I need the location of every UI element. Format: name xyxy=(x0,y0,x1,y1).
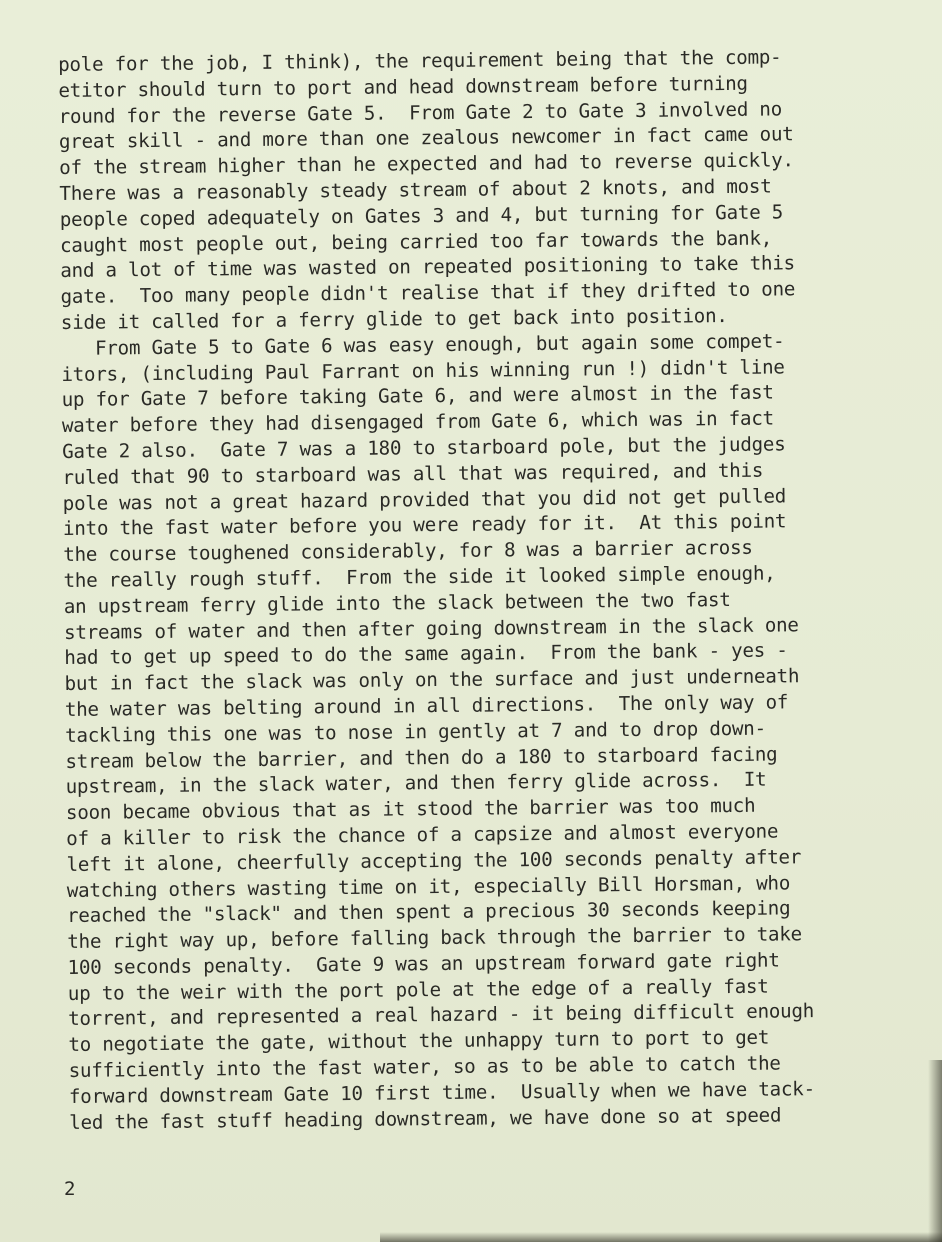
text-line: sufficiently into the fast water, so as to be able to catch the xyxy=(68,1051,781,1083)
text-line: soon became obvious that as it stood the barrier was too much xyxy=(65,793,756,825)
text-line: From Gate 5 to Gate 6 was easy enough, but again some compet- xyxy=(60,329,785,360)
page-number: 2 xyxy=(64,1178,76,1200)
text-line: 100 seconds penalty. Gate 9 was an upstream forward gate right xyxy=(67,948,780,979)
text-line: tackling this one was to nose in gently at 7 and to drop down- xyxy=(65,716,766,747)
text-line: left it alone, cheerfully accepting the 100 seconds penalty after xyxy=(66,844,802,876)
text-line: upstream, in the slack water, and then ferry glide across. It xyxy=(65,767,767,799)
text-line: side it called for a ferry glide to get back into position. xyxy=(60,303,728,334)
page-edge-shadow-bottom xyxy=(380,1232,942,1242)
page-edge-shadow-right xyxy=(928,1060,942,1242)
text-line: reached the "slack" and then spent a precious 30 seconds keeping xyxy=(66,896,791,928)
text-line: up for Gate 7 before taking Gate 6, and were almost in the fast xyxy=(61,380,774,412)
text-line: up to the weir with the port pole at the edge of a really fast xyxy=(67,974,769,1005)
text-line: round for the reverse Gate 5. From Gate 2 to Gate 3 involved no xyxy=(58,97,783,128)
text-line: water before they had disengaged from Gate 6, which was in fact xyxy=(61,406,775,438)
text-line: pole was not a great hazard provided that you did not get pulled xyxy=(62,483,787,515)
text-line: caught most people out, being carried too far towards the bank, xyxy=(59,226,773,257)
text-line: of a killer to risk the chance of a capsize and almost everyone xyxy=(66,819,779,850)
text-line: There was a reasonably steady stream of about 2 knots, and most xyxy=(59,174,772,205)
text-line: itors, (including Paul Farrant on his winning run !) didn't line xyxy=(61,354,785,386)
text-line: an upstream ferry glide into the slack between the two fast xyxy=(63,587,731,618)
text-line: the really rough stuff. From the side it looked simple enough, xyxy=(63,561,776,592)
text-line: the water was belting around in all directions. The only way of xyxy=(64,690,789,721)
body-text xyxy=(58,43,939,1136)
text-line: stream below the barrier, and then do a 180 to starboard facing xyxy=(65,742,778,773)
text-line: etitor should turn to port and head downstream before turning xyxy=(58,71,748,102)
text-line: the course toughened considerably, for 8 was a barrier across xyxy=(63,535,753,567)
text-line: of the stream higher than he expected and had to reverse quickly. xyxy=(59,148,794,180)
text-line: people coped adequately on Gates 3 and 4, but turning for Gate 5 xyxy=(59,200,784,231)
text-line: torrent, and represented a real hazard - it being difficult enough xyxy=(68,999,815,1031)
text-line: forward downstream Gate 10 first time. Usually when we have tack- xyxy=(68,1077,815,1108)
text-line: gate. Too many people didn't realise that if they drifted to one xyxy=(60,277,796,309)
text-line: ruled that 90 to starboard was all that was required, and this xyxy=(62,458,764,489)
text-line: watching others wasting time on it, especially Bill Horsman, who xyxy=(66,870,791,902)
text-line: great skill - and more than one zealous newcomer in fact came out xyxy=(58,122,794,154)
text-line: and a lot of time was wasted on repeated positioning to take this xyxy=(60,251,795,283)
text-line: into the fast water before you were ready for it. At this point xyxy=(62,509,787,541)
text-line: the right way up, before falling back through the barrier to take xyxy=(67,922,803,954)
text-line: streams of water and then after going downstream in the slack one xyxy=(63,612,799,644)
text-line: led the fast stuff heading downstream, we have done so at speed xyxy=(69,1103,782,1134)
text-line: Gate 2 also. Gate 7 was a 180 to starboard pole, but the judges xyxy=(62,432,786,463)
text-line: but in fact the slack was only on the surface and just underneath xyxy=(64,664,800,696)
text-line: to negotiate the gate, without the unhappy turn to port to get xyxy=(68,1025,770,1057)
text-line: pole for the job, I think), the requirement being that the comp- xyxy=(58,45,782,76)
text-line: had to get up speed to do the same again. From the bank - yes - xyxy=(64,638,788,670)
